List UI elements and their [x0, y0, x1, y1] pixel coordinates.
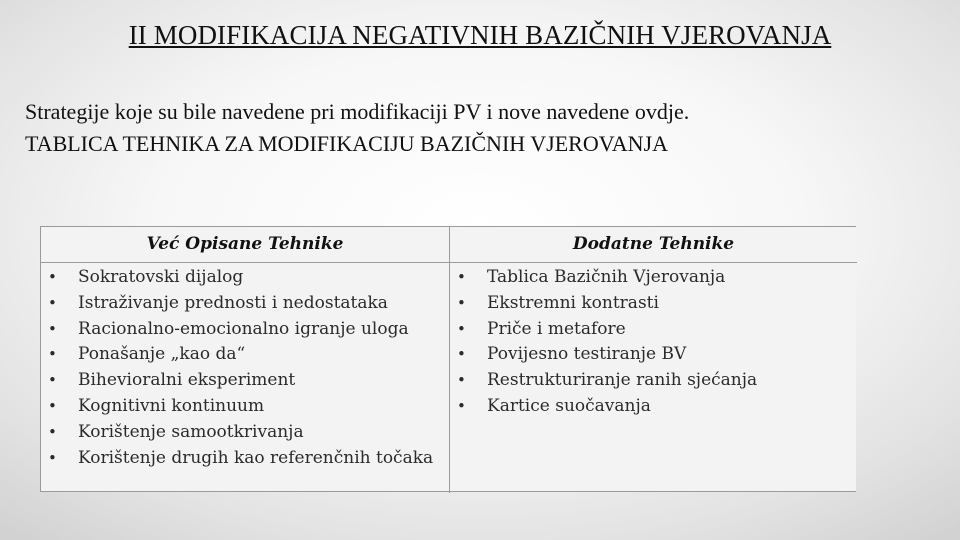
list-item — [41, 368, 445, 394]
list-item-label: Korištenje drugih kao referenčnih točaka — [78, 447, 434, 468]
bullet-icon: • — [48, 268, 57, 286]
bullet-icon: • — [48, 371, 57, 390]
list-item-label: Ponašanje „kao da“ — [78, 344, 246, 365]
bullet-icon: • — [48, 293, 57, 312]
list-item — [450, 368, 850, 394]
slide-title: II MODIFIKACIJA NEGATIVNIH BAZIČNIH VJEROVANJA — [128, 20, 832, 50]
additional-techniques-list — [450, 265, 850, 420]
list-item — [450, 291, 850, 317]
described-techniques-list — [41, 265, 445, 471]
bullet-icon: • — [48, 319, 57, 338]
intro-line-strategies: Strategije koje su bile navedene pri modifikaciji PV i nove navedene ovdje. — [25, 99, 690, 124]
bullet-icon: • — [48, 422, 57, 441]
list-item-label: Istraživanje prednosti i nedostataka — [78, 292, 388, 313]
list-item-label: Tablica Bazičnih Vjerovanja — [487, 267, 726, 287]
column-header-additional-techniques: Dodatne Tehnike — [572, 234, 735, 254]
list-item — [450, 342, 850, 368]
list-item — [41, 446, 445, 472]
bullet-icon: • — [48, 448, 57, 467]
bullet-icon: • — [48, 345, 57, 364]
bullet-icon: • — [457, 319, 466, 338]
list-item — [41, 342, 445, 368]
bullet-icon: • — [457, 371, 466, 390]
list-item-label: Kartice suočavanja — [487, 395, 651, 416]
list-item — [450, 317, 850, 343]
intro-line-table-caption: TABLICA TEHNIKA ZA MODIFIKACIJU BAZIČNIH VJEROVANJA — [25, 131, 668, 156]
list-item — [41, 420, 445, 446]
bullet-icon: • — [457, 345, 466, 364]
list-item — [41, 291, 445, 317]
list-item-label: Korištenje samootkrivanja — [78, 421, 304, 442]
list-item-label: Restrukturiranje ranih sjećanja — [487, 370, 758, 391]
list-item-label: Povijesno testiranje BV — [487, 344, 687, 365]
column-header-described-techniques: Već Opisane Tehnike — [146, 234, 344, 254]
bullet-icon: • — [457, 396, 466, 415]
list-item-label: Kognitivni kontinuum — [78, 395, 265, 416]
list-item-label: Ekstremni kontrasti — [487, 292, 659, 313]
list-item — [450, 394, 850, 420]
intro-text — [25, 96, 945, 160]
list-item-label: Racionalno-emocionalno igranje uloga — [78, 318, 409, 339]
list-item — [41, 265, 445, 291]
bullet-icon: • — [48, 396, 57, 415]
list-item — [450, 265, 850, 291]
list-item — [41, 394, 445, 420]
bullet-icon: • — [457, 293, 466, 312]
list-item-label: Sokratovski dijalog — [78, 267, 244, 287]
bullet-icon: • — [457, 268, 466, 286]
list-item-label: Priče i metafore — [487, 318, 626, 339]
techniques-table — [40, 226, 856, 492]
list-item — [41, 317, 445, 343]
list-item-label: Bihevioralni eksperiment — [78, 370, 296, 391]
